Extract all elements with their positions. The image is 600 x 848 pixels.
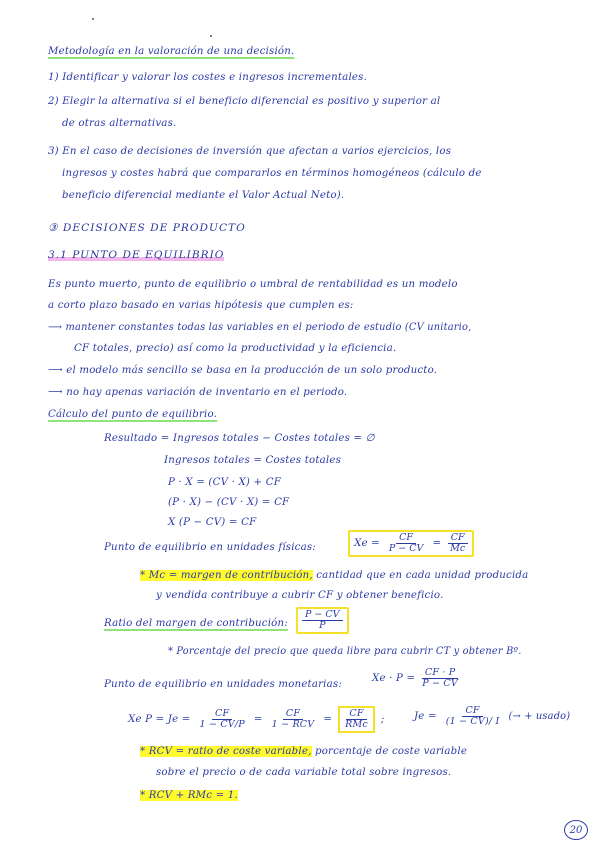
fraction-cfp-over-p-cv [419,668,461,689]
step-3-cont-1: ingresos y costes habrá que compararlos en términos homogéneos (cálculo de [62,168,482,179]
fraction-cf-over-1-rcv [269,709,318,730]
fraction-cf-over-rmc-boxed [338,706,375,733]
fraction-cf-over-1-cv-i [443,706,503,727]
step-2: 2) Elegir la alternativa si el beneficio diferencial es positivo y superior al [48,96,441,107]
rcv-definition-text: porcentaje de coste variable [314,746,468,757]
step-2-cont: de otras alternativas. [62,118,177,129]
formula-monetary [372,668,461,689]
rcv-rmc-identity [140,790,238,801]
je-note: (→ + usado) [508,710,571,722]
denominator: Mc [450,542,466,554]
equation-2: Ingresos totales = Costes totales [164,455,342,466]
hypothesis-1-cont: CF totales, precio) así como la productividad y la eficiencia. [74,343,397,354]
denominator: P − CV [388,542,424,554]
fraction-cf-over-p-cv [386,533,427,554]
rcv-definition [140,746,467,757]
break-even-monetary-label: Punto de equilibrio en unidades monetarias: [104,679,342,690]
numerator: P − CV [302,610,343,621]
scan-speck [210,35,212,37]
rcv-definition-cont: sobre el precio o de cada variable total sobre ingresos. [156,767,452,778]
numerator: CF [212,709,232,720]
rcv-term-highlight: * RCV = ratio de coste variable, [140,746,312,757]
je-label: Je = [414,710,437,722]
fraction-p-cv-over-p [302,610,343,631]
numerator: CF [396,533,416,544]
equation-5: X (P − CV) = CF [168,517,257,528]
mc-term-highlight: * Mc = margen de contribución, [140,570,313,581]
scan-speck [92,18,94,20]
mc-definition-text: cantidad que en cada unidad producida [316,570,529,581]
step-3-cont-2: beneficio diferencial mediante el Valor Actual Neto). [62,190,345,201]
numerator: CF [346,709,366,720]
numerator: CF [462,706,482,717]
hypothesis-3: ⟶ no hay apenas variación de inventario en el periodo. [48,387,348,398]
break-even-physical-label: Punto de equilibrio en unidades físicas: [104,542,316,553]
equation-4: (P · X) − (CV · X) = CF [168,497,290,508]
equals-sign: = [253,713,263,725]
formula-box-ratio [296,607,349,634]
numerator: CF [448,533,468,544]
equals-sign: = [432,537,442,550]
fraction-cf-over-mc [447,533,468,554]
denominator: P [319,619,326,631]
equation-3: P · X = (CV · X) + CF [168,477,281,488]
equation-1: Resultado = Ingresos totales − Costes totales = ∅ [104,433,375,444]
paragraph-line-1: Es punto muerto, punto de equilibrio o umbral de rentabilidad es un modelo [48,279,458,290]
numerator: CF [283,709,303,720]
paragraph-line-2: a corto plazo basado en varias hipótesis que cumplen es: [48,300,354,311]
denominator: 1 − RCV [271,718,315,730]
denominator: 1 − CV/P [199,718,245,730]
denominator: P − CV [422,677,458,689]
page-number: 20 [564,820,588,840]
hypothesis-2: ⟶ el modelo más sencillo se basa en la producción de un solo producto. [48,365,438,376]
formula-lhs: Xe P = Je = [128,713,191,725]
formula-chain [128,706,385,733]
mc-definition-cont: y vendida contribuye a cubrir CF y obtener beneficio. [156,590,444,601]
heading-product-decisions: ③ DECISIONES DE PRODUCTO [48,222,246,234]
formula-lhs: Xe · P = [372,672,416,684]
numerator: CF · P [422,668,459,679]
equals-sign: = [323,713,333,725]
fraction-cf-over-1-cvp [196,709,247,730]
mc-definition [140,570,528,581]
hypothesis-1: ⟶ mantener constantes todas las variables en el periodo de estudio (CV unitario, [48,322,472,333]
step-3: 3) En el caso de decisiones de inversión que afectan a varios ejercicios, los [48,146,452,157]
ratio-mc-note: * Porcentaje del precio que queda libre para cubrir CT y obtener Bº. [168,646,522,657]
identity-highlight: * RCV + RMc = 1. [140,790,238,801]
heading-calculation: Cálculo del punto de equilibrio. [48,409,218,420]
ratio-mc-label: Ratio del margen de contribución: [104,618,288,629]
heading-break-even: 3.1 PUNTO DE EQUILIBRIO [48,249,225,261]
step-1: 1) Identificar y valorar los costes e ingresos incrementales. [48,72,368,83]
formula-box-physical [348,530,474,557]
section-heading-methodology: Metodología en la valoración de una decisión. [48,46,295,57]
denominator: (1 − CV)/ I [445,715,500,727]
denominator: RMc [345,718,368,730]
formula-je-alt [414,706,570,727]
formula-lhs: Xe = [354,537,380,550]
semicolon: ; [380,713,385,725]
